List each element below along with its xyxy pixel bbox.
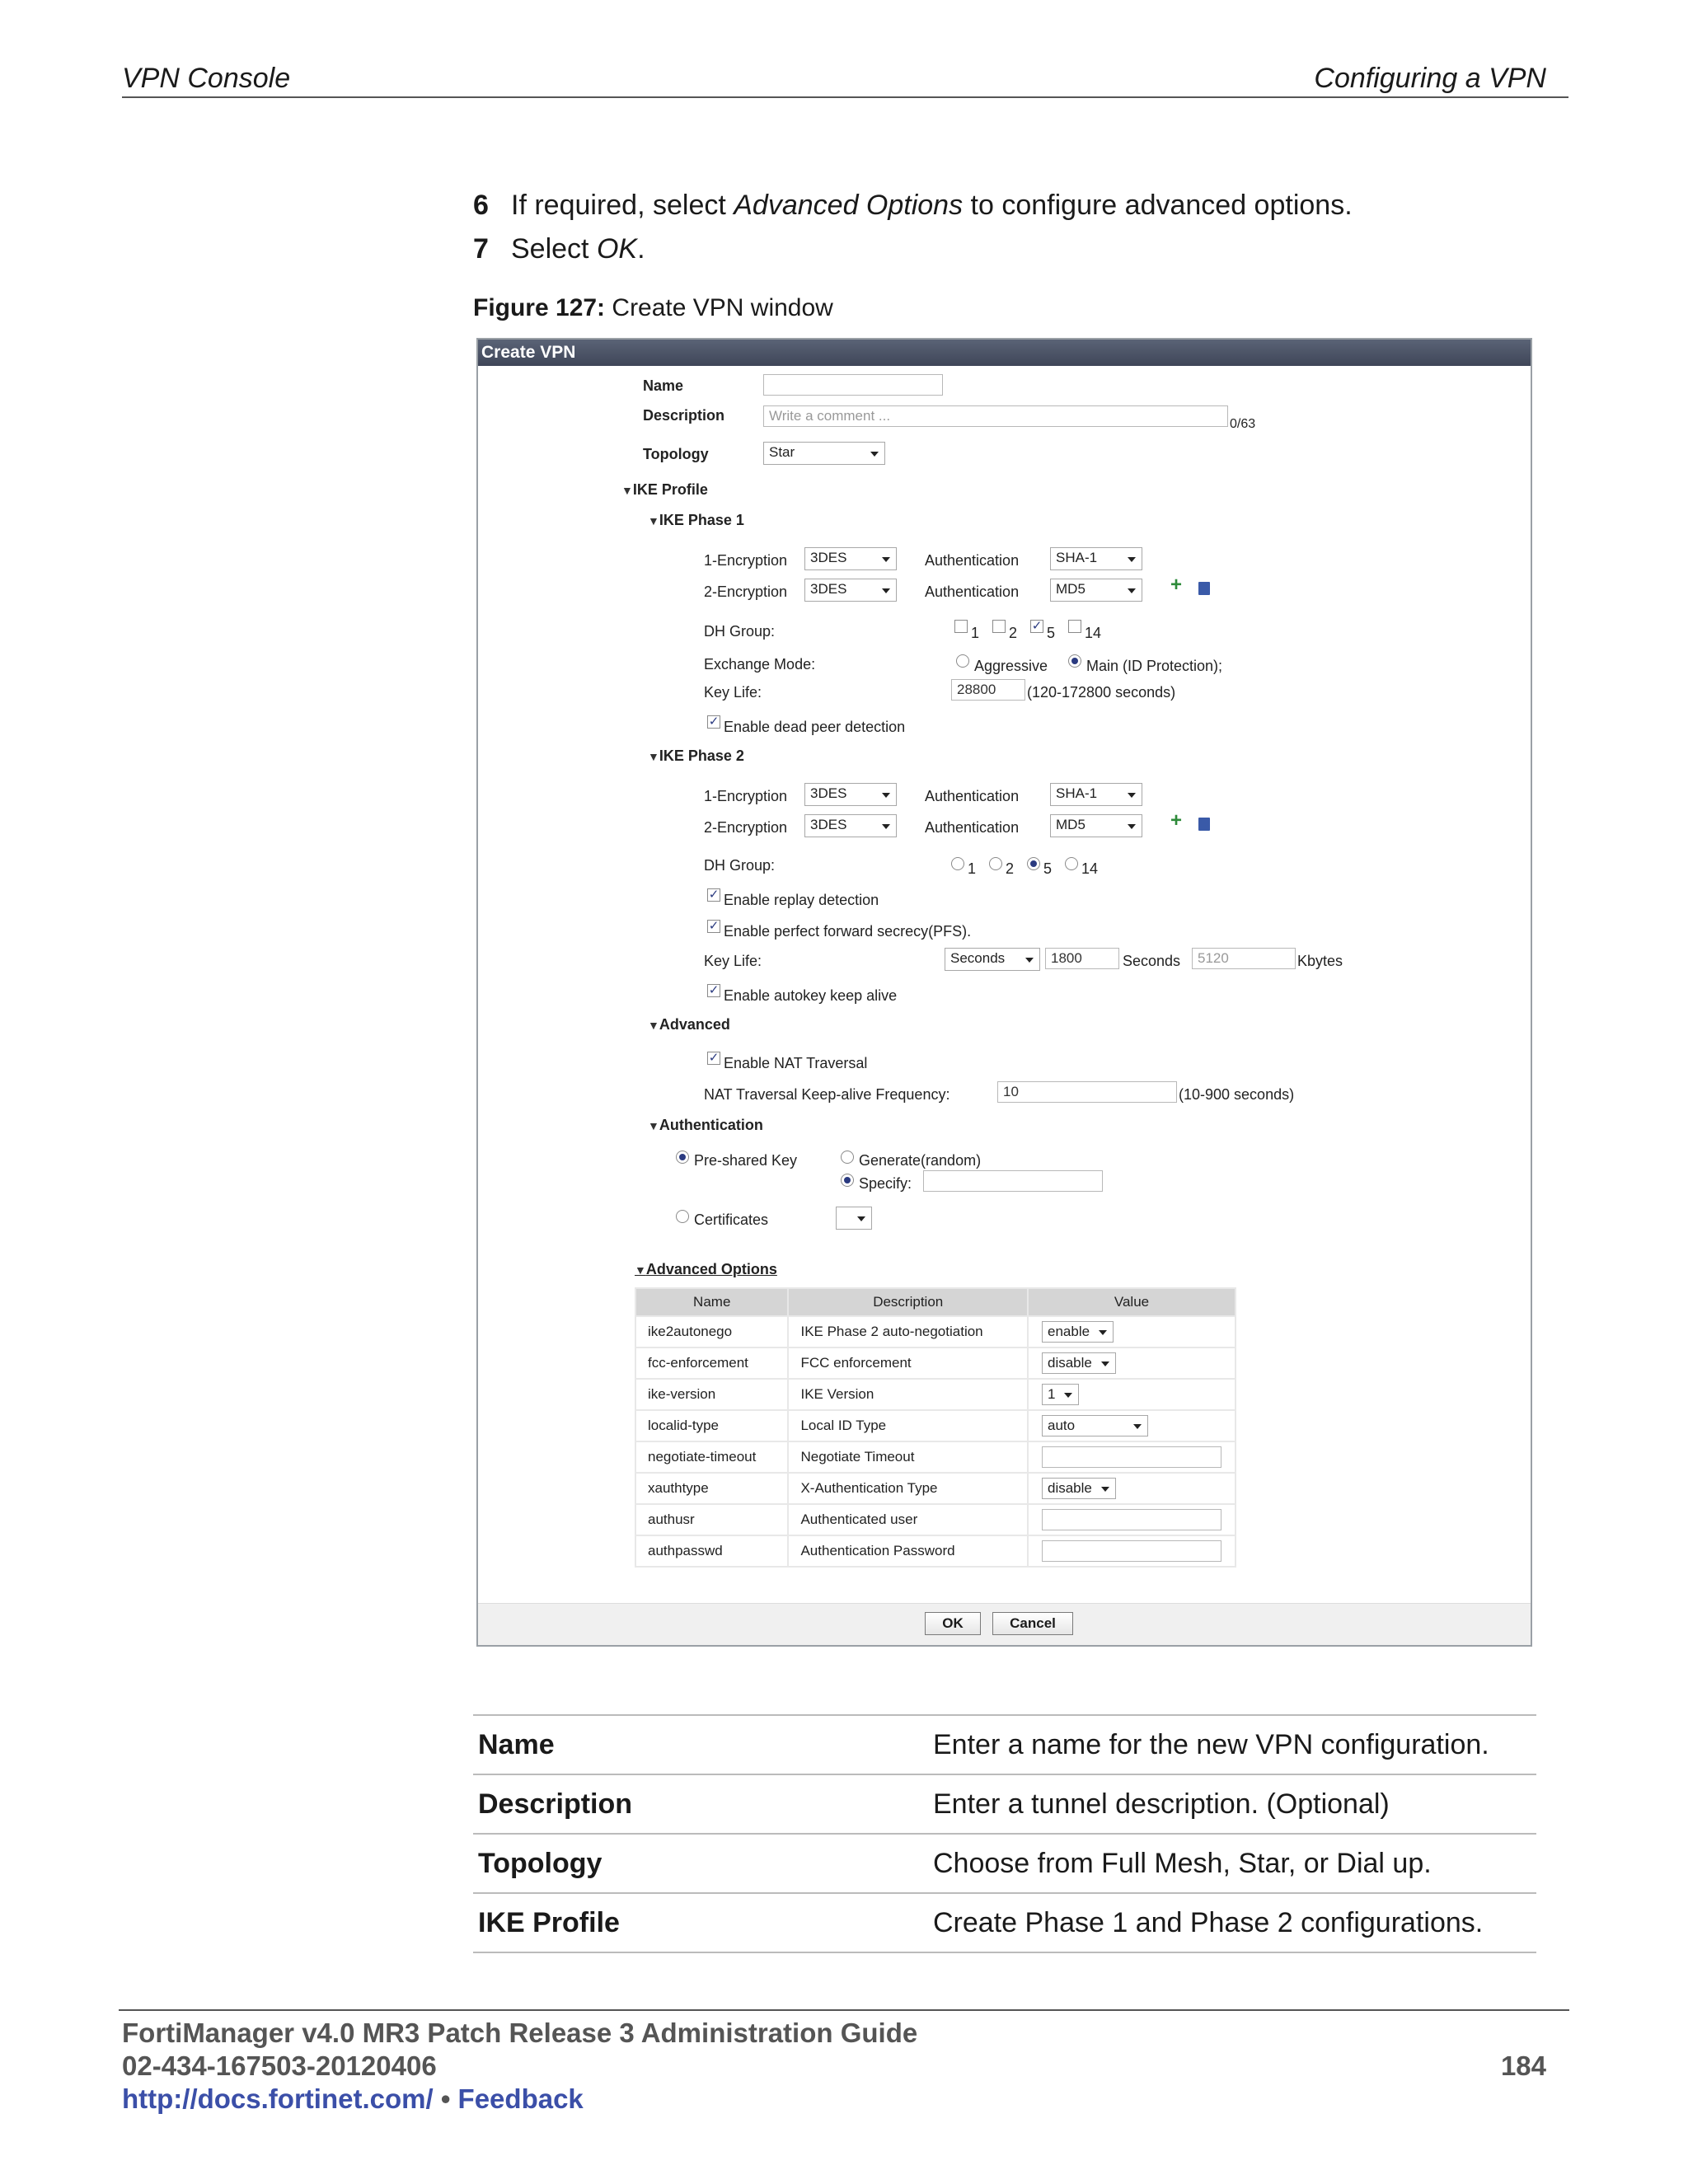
collapse-triangle-icon: ▼: [621, 484, 633, 497]
option-value-cell: [1028, 1473, 1236, 1504]
step-number: 7: [473, 233, 489, 265]
p1-dh5-checkbox[interactable]: ✓: [1031, 619, 1043, 633]
p1-enc1-label: 1-Encryption: [704, 552, 788, 569]
p1-dh2-checkbox[interactable]: [992, 620, 1006, 633]
option-value-input[interactable]: [1042, 1509, 1221, 1530]
topology-label: Topology: [643, 446, 709, 462]
collapse-triangle-icon: ▼: [648, 750, 659, 763]
option-value-select[interactable]: auto: [1042, 1415, 1148, 1436]
header-left: VPN Console: [122, 63, 291, 94]
p2-kbytes-label: Kbytes: [1297, 953, 1343, 969]
p2-keylife-unit-select[interactable]: Seconds: [945, 948, 1040, 971]
p1-auth2-label: Authentication: [925, 583, 1020, 600]
specify-input[interactable]: [923, 1170, 1103, 1192]
p2-auth1-label: Authentication: [925, 788, 1020, 804]
p2-enc1-label: 1-Encryption: [704, 788, 788, 804]
ok-button[interactable]: OK: [925, 1612, 981, 1635]
p1-dh14-checkbox[interactable]: [1068, 620, 1081, 633]
nat-freq-input[interactable]: 10: [997, 1081, 1177, 1103]
name-label: Name: [643, 377, 684, 394]
field-desc: Choose from Full Mesh, Star, or Dial up.: [928, 1834, 1536, 1893]
option-description: IKE Version: [788, 1379, 1028, 1410]
autokey-checkbox[interactable]: ✓: [708, 983, 720, 997]
footer-separator: •: [433, 2083, 458, 2114]
p2-auth2-label: Authentication: [925, 819, 1020, 836]
option-value-input[interactable]: [1042, 1446, 1221, 1468]
description-label: Description: [643, 407, 725, 424]
pfs-label: Enable perfect forward secrecy(PFS).: [724, 923, 972, 940]
replay-checkbox[interactable]: ✓: [708, 888, 720, 902]
guide-title: FortiManager v4.0 MR3 Patch Release 3 Administration Guide: [122, 2018, 918, 2048]
p2-dh14-label: 14: [1081, 860, 1099, 877]
p2-dh-label: DH Group:: [704, 857, 776, 874]
option-value-cell: [1028, 1535, 1236, 1567]
p2-enc1-select[interactable]: 3DES: [804, 783, 897, 806]
header-right: Configuring a VPN: [1314, 63, 1546, 94]
p2-enc2-select[interactable]: 3DES: [804, 814, 897, 837]
p1-auth1-select[interactable]: SHA-1: [1050, 547, 1142, 570]
nat-checkbox[interactable]: ✓: [708, 1051, 720, 1065]
description-counter: 0/63: [1230, 417, 1256, 431]
table-row: [635, 1379, 1236, 1410]
exchange-main-radio[interactable]: [1068, 654, 1081, 668]
p2-dh2-radio[interactable]: [989, 857, 1002, 870]
exchange-main-label: Main (ID Protection);: [1086, 658, 1223, 674]
footer-rule: [119, 2009, 1569, 2011]
psk-label: Pre-shared Key: [694, 1152, 798, 1169]
p1-enc2-select[interactable]: 3DES: [804, 579, 897, 602]
p1-dh1-label: 1: [971, 625, 980, 641]
section-title: Advanced: [659, 1016, 730, 1033]
p2-dh2-label: 2: [1006, 860, 1015, 877]
p1-keylife-hint: (120-172800 seconds): [1027, 684, 1176, 701]
autokey-label: Enable autokey keep alive: [724, 987, 898, 1004]
p1-dh5-label: 5: [1047, 625, 1056, 641]
option-value-cell: [1028, 1410, 1236, 1441]
dpd-label: Enable dead peer detection: [724, 719, 906, 735]
field-desc: Enter a tunnel description. (Optional): [928, 1774, 1536, 1834]
collapse-triangle-icon: ▼: [648, 514, 659, 527]
psk-radio[interactable]: [676, 1151, 689, 1164]
cancel-button[interactable]: Cancel: [992, 1612, 1073, 1635]
generate-label: Generate(random): [859, 1152, 982, 1169]
step-text: .: [637, 233, 645, 265]
exchange-aggressive-label: Aggressive: [974, 658, 1048, 674]
field-name: IKE Profile: [473, 1893, 928, 1952]
figure-caption: [473, 294, 833, 322]
p1-enc2-label: 2-Encryption: [704, 583, 788, 600]
column-header: Description: [788, 1288, 1028, 1316]
option-name: fcc-enforcement: [635, 1347, 788, 1379]
replay-label: Enable replay detection: [724, 892, 879, 908]
option-value-select[interactable]: disable: [1042, 1352, 1116, 1374]
p1-auth1-label: Authentication: [925, 552, 1020, 569]
option-description: Negotiate Timeout: [788, 1441, 1028, 1473]
docs-link[interactable]: http://docs.fortinet.com/: [122, 2083, 434, 2114]
step-text: If required, select: [511, 190, 734, 221]
authentication-toggle[interactable]: [648, 1117, 763, 1134]
advanced-toggle[interactable]: [648, 1016, 730, 1033]
table-row: [473, 1834, 1536, 1893]
collapse-triangle-icon: ▼: [648, 1019, 659, 1032]
p1-exchange-label: Exchange Mode:: [704, 656, 816, 673]
option-value-cell: [1028, 1379, 1236, 1410]
exchange-aggressive-radio[interactable]: [956, 654, 969, 668]
step-number: 6: [473, 190, 489, 221]
delete-proposal-icon[interactable]: [1198, 818, 1210, 831]
option-value-input[interactable]: [1042, 1540, 1221, 1562]
option-value-cell: [1028, 1504, 1236, 1535]
table-row: [635, 1473, 1236, 1504]
field-name: Description: [473, 1774, 928, 1834]
figure-title: Create VPN window: [605, 294, 833, 321]
doc-number: 02-434-167503-20120406: [122, 2050, 437, 2081]
specify-radio[interactable]: [841, 1174, 854, 1187]
table-row: [635, 1410, 1236, 1441]
section-title: Authentication: [659, 1117, 763, 1133]
option-value-select[interactable]: enable: [1042, 1321, 1114, 1343]
p1-dh14-label: 14: [1085, 625, 1102, 641]
p2-keylife-seconds-input[interactable]: 1800: [1045, 948, 1119, 969]
window-title: Create VPN: [478, 340, 1531, 366]
p2-auth1-select[interactable]: SHA-1: [1050, 783, 1142, 806]
field-desc: Create Phase 1 and Phase 2 configurations.: [928, 1893, 1536, 1952]
p2-seconds-label: Seconds: [1123, 953, 1181, 969]
dpd-checkbox[interactable]: ✓: [708, 715, 720, 729]
window-body: [478, 366, 1531, 1607]
window-footer: [478, 1603, 1531, 1645]
generate-radio[interactable]: [841, 1151, 854, 1164]
option-value-cell: [1028, 1441, 1236, 1473]
ike-profile-toggle[interactable]: [621, 481, 708, 499]
option-description: Authenticated user: [788, 1504, 1028, 1535]
option-description: X-Authentication Type: [788, 1473, 1028, 1504]
p1-auth2-select[interactable]: MD5: [1050, 579, 1142, 602]
ike-phase2-toggle[interactable]: [648, 748, 744, 765]
option-name: localid-type: [635, 1410, 788, 1441]
advanced-options-table: [635, 1287, 1236, 1568]
description-input[interactable]: Write a comment ...: [763, 405, 1228, 427]
p2-keylife-label: Key Life:: [704, 953, 762, 969]
option-name: authpasswd: [635, 1535, 788, 1567]
p2-dh5-radio[interactable]: [1027, 857, 1040, 870]
p2-enc2-label: 2-Encryption: [704, 819, 788, 836]
p2-dh5-label: 5: [1043, 860, 1053, 877]
section-title: IKE Phase 1: [659, 512, 744, 528]
column-header: Value: [1028, 1288, 1236, 1316]
option-value-cell: [1028, 1316, 1236, 1347]
specify-label: Specify:: [859, 1175, 912, 1192]
p1-dh2-label: 2: [1009, 625, 1018, 641]
feedback-link[interactable]: Feedback: [457, 2083, 584, 2114]
delete-proposal-icon[interactable]: [1198, 582, 1210, 595]
figure-label: Figure 127:: [473, 294, 606, 321]
p1-keylife-label: Key Life:: [704, 684, 762, 701]
option-value-select[interactable]: disable: [1042, 1478, 1116, 1499]
option-name: authusr: [635, 1504, 788, 1535]
field-description-table: [473, 1714, 1536, 1953]
collapse-triangle-icon: ▼: [648, 1119, 659, 1132]
option-description: FCC enforcement: [788, 1347, 1028, 1379]
step-text: to configure advanced options.: [963, 190, 1353, 221]
header-rule: [122, 96, 1568, 98]
topology-select[interactable]: Star: [763, 442, 885, 465]
nat-freq-label: NAT Traversal Keep-alive Frequency:: [704, 1086, 950, 1103]
pfs-checkbox[interactable]: ✓: [708, 919, 720, 933]
add-proposal-icon[interactable]: +: [1170, 574, 1183, 596]
option-value-cell: [1028, 1347, 1236, 1379]
option-name: xauthtype: [635, 1473, 788, 1504]
option-name: negotiate-timeout: [635, 1441, 788, 1473]
p1-dh1-checkbox[interactable]: [954, 620, 968, 633]
step-7: [473, 233, 645, 265]
create-vpn-window: [476, 338, 1532, 1647]
p2-dh1-label: 1: [968, 860, 977, 877]
add-proposal-icon[interactable]: +: [1170, 809, 1183, 832]
footer-links: [122, 2083, 584, 2115]
table-row: [635, 1504, 1236, 1535]
name-input[interactable]: [763, 374, 943, 396]
option-name: ike2autonego: [635, 1316, 788, 1347]
p2-keylife-kbytes-input[interactable]: 5120: [1192, 948, 1296, 969]
table-row: [473, 1893, 1536, 1952]
nat-freq-hint: (10-900 seconds): [1179, 1086, 1295, 1103]
field-desc: Enter a name for the new VPN configuration.: [928, 1715, 1536, 1774]
p2-dh14-radio[interactable]: [1065, 857, 1078, 870]
section-title: Advanced Options: [645, 1261, 777, 1277]
step-text: Select: [511, 233, 597, 265]
p2-dh1-radio[interactable]: [951, 857, 964, 870]
section-title: IKE Profile: [632, 481, 708, 498]
option-description: IKE Phase 2 auto-negotiation: [788, 1316, 1028, 1347]
field-name: Name: [473, 1715, 928, 1774]
option-value-select[interactable]: 1: [1042, 1384, 1079, 1405]
table-row: [635, 1316, 1236, 1347]
page-number: 184: [1500, 2050, 1546, 2081]
p1-enc1-select[interactable]: 3DES: [804, 547, 897, 570]
step-6: [473, 190, 1353, 222]
column-header: Name: [635, 1288, 788, 1316]
section-title: IKE Phase 2: [659, 748, 744, 764]
table-row: [473, 1774, 1536, 1834]
option-description: Local ID Type: [788, 1410, 1028, 1441]
p2-auth2-select[interactable]: MD5: [1050, 814, 1142, 837]
certificates-label: Certificates: [694, 1212, 769, 1228]
certificates-select[interactable]: [836, 1207, 872, 1230]
field-name: Topology: [473, 1834, 928, 1893]
p1-keylife-input[interactable]: 28800: [951, 679, 1025, 701]
ike-phase1-toggle[interactable]: [648, 512, 744, 529]
certificates-radio[interactable]: [676, 1210, 689, 1223]
collapse-triangle-icon: ▼: [635, 1263, 646, 1277]
option-name: ike-version: [635, 1379, 788, 1410]
table-row: [635, 1535, 1236, 1567]
advanced-options-toggle[interactable]: [635, 1261, 777, 1278]
table-row: [635, 1347, 1236, 1379]
step-emphasis: Advanced Options: [734, 190, 964, 221]
table-row: [635, 1441, 1236, 1473]
table-row: [473, 1715, 1536, 1774]
option-description: Authentication Password: [788, 1535, 1028, 1567]
p1-dh-label: DH Group:: [704, 623, 776, 640]
step-emphasis: OK: [596, 233, 638, 265]
nat-label: Enable NAT Traversal: [724, 1055, 868, 1071]
